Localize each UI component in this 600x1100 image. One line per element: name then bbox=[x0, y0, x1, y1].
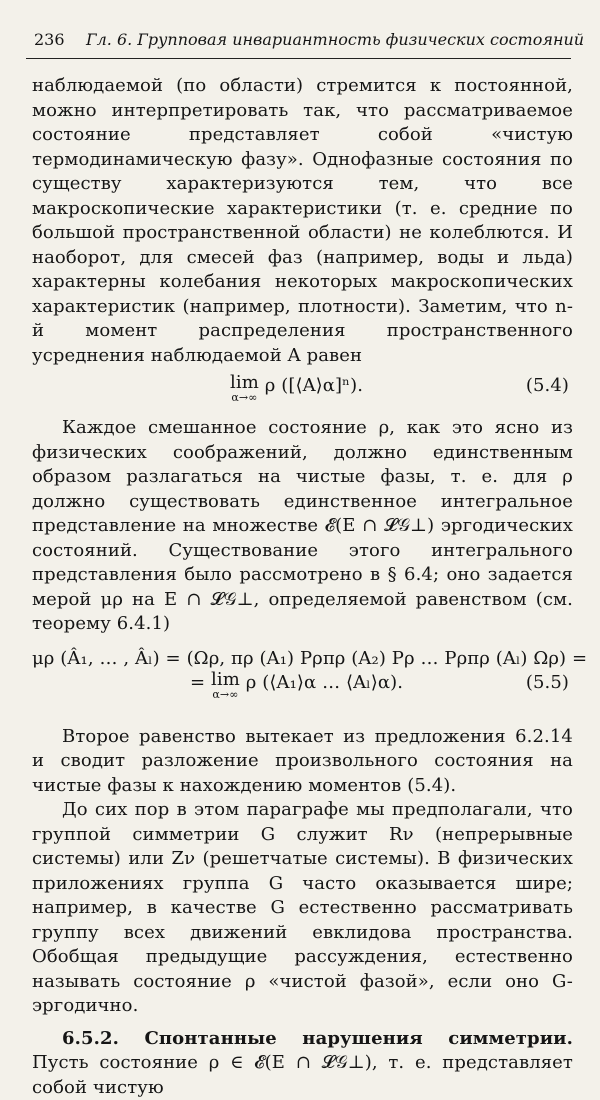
equation-number-5-4: (5.4) bbox=[526, 374, 569, 399]
limit-operator bbox=[211, 671, 240, 701]
paragraph-5-text: Пусть состояние ρ ∈ 𝓔(E ∩ 𝓛𝒢⊥), т. е. представляет собой чистую bbox=[32, 1052, 573, 1098]
section-spacer bbox=[32, 1019, 573, 1027]
body-text bbox=[32, 74, 573, 1100]
page-number: 236 bbox=[34, 30, 65, 49]
formula-5-4 bbox=[32, 370, 573, 410]
paragraph-2: Каждое смешанное состояние ρ, как это ясно из физических соображений, должно единственным образом разлагаться на чистые фазы, т. е. для ρ должно существовать единственное интегральное представление на множестве 𝓔(E ∩ 𝓛𝒢⊥) эргодических состояний. Существование этого интегрального представления было рассмотрено в § 6.4; оно задается мерой μρ на E ∩ 𝓛𝒢⊥, определяемой равенством (см. теорему 6.4.1) bbox=[32, 416, 573, 637]
header-rule bbox=[26, 58, 571, 59]
formula-5-5-equals: = bbox=[190, 672, 211, 693]
formula-5-5-line-2 bbox=[190, 671, 403, 701]
section-heading: 6.5.2. Спонтанные нарушения симметрии. bbox=[62, 1028, 573, 1049]
paragraph-3: Второе равенство вытекает из предложения 6.2.14 и сводит разложение произвольного состояния на чистые фазы к нахождению моментов (5.4). bbox=[32, 725, 573, 799]
formula-5-4-expression bbox=[230, 374, 363, 404]
running-title: Гл. 6. Групповая инвариантность физических состояний bbox=[86, 30, 584, 49]
equation-number-5-5: (5.5) bbox=[526, 671, 569, 696]
limit-subscript: α→∞ bbox=[230, 392, 259, 404]
paragraph-1: наблюдаемой (по области) стремится к постоянной, можно интерпретировать так, что рассматриваемое состояние представляет собой «чистую термодинамическую фазу». Однофазные состояния по существу характеризуются тем, что все макроскопические характеристики (т. е. средние по большой пространственной области) не колеблются. И наоборот, для смесей фаз (например, воды и льда) характерны колебания некоторых макроскопических характеристик (например, плотности). Заметим, что n-й момент распределения пространственного усреднения наблюдаемой A равен bbox=[32, 74, 573, 368]
formula-5-5-body: ρ (⟨A₁⟩α … ⟨Aₗ⟩α). bbox=[240, 672, 403, 693]
formula-5-5-line-1: μρ (Â₁, … , Âₗ) = (Ωρ, πρ (A₁) Pρπρ (A₂) Pρ … Pρπρ (Aₗ) Ωρ) = bbox=[32, 647, 587, 672]
running-head bbox=[26, 30, 571, 54]
limit-label: lim bbox=[211, 669, 240, 690]
paragraph-5 bbox=[32, 1027, 573, 1100]
formula-5-4-body: ρ ([⟨A⟩α]ⁿ). bbox=[259, 375, 363, 396]
formula-5-5 bbox=[32, 647, 573, 709]
paragraph-4: До сих пор в этом параграфе мы предполагали, что группой симметрии G служит Rν (непрерывные системы) или Zν (решетчатые системы). В физических приложениях группа G часто оказывается шире; например, в качестве G естественно рассматривать группу всех движений евклидова пространства. Обобщая предыдущие рассуждения, естественно называть состояние ρ «чистой фазой», если оно G-эргодично. bbox=[32, 798, 573, 1019]
limit-subscript: α→∞ bbox=[211, 689, 240, 701]
limit-operator bbox=[230, 374, 259, 404]
limit-label: lim bbox=[230, 372, 259, 393]
